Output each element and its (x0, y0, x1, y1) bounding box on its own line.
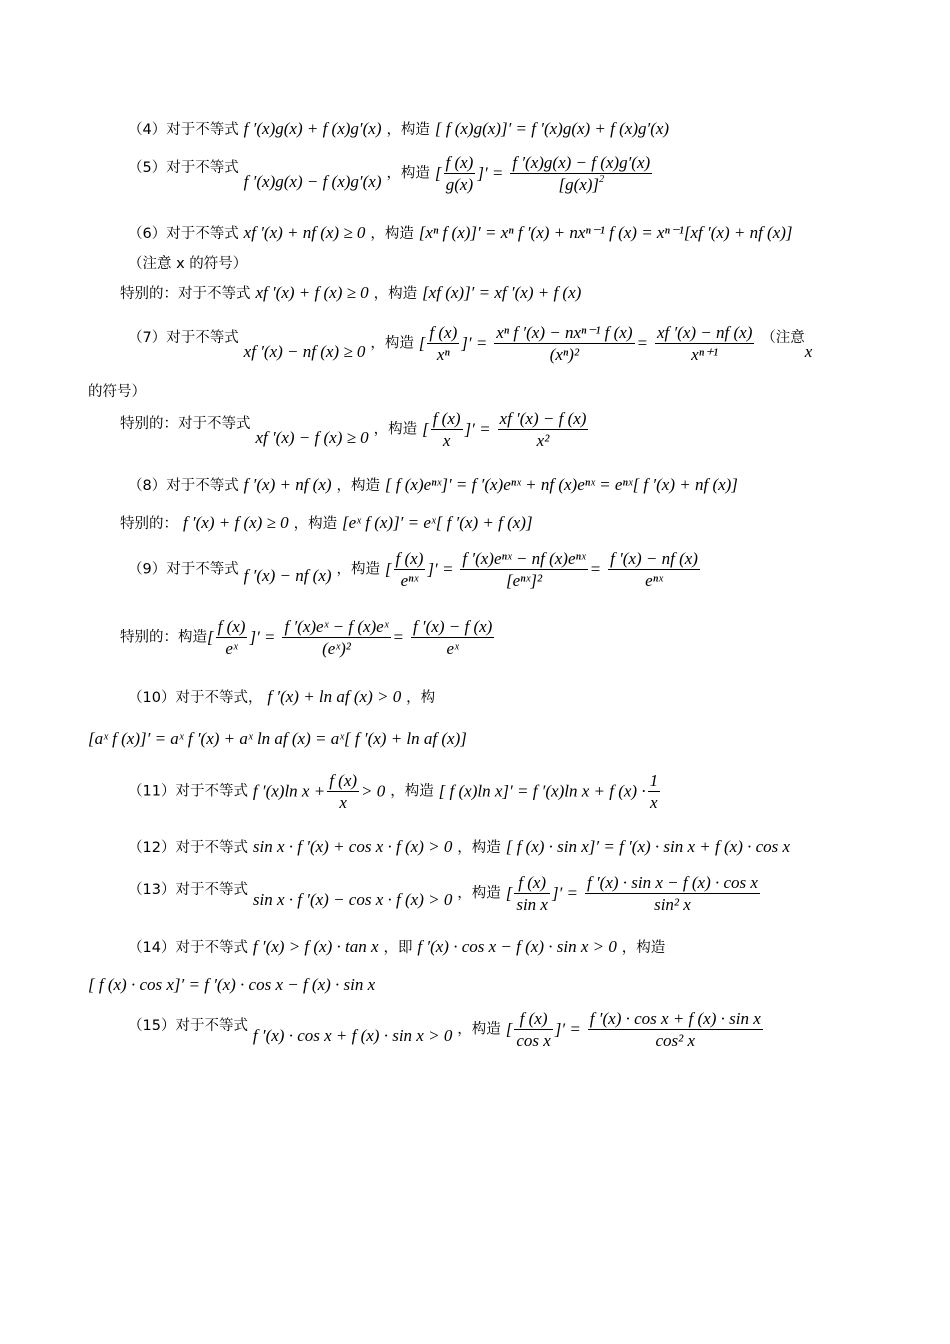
denominator: x² (536, 431, 550, 450)
construction: [xf (x)]′ = xf ′(x) + f (x) (422, 283, 582, 302)
item-9-special (120, 616, 496, 659)
bracket: [ (384, 559, 392, 579)
denominator: cos² x (655, 1031, 696, 1050)
note: 的符号） (88, 384, 146, 400)
inequality-equivalent: f ′(x) · cos x − f (x) · sin x > 0 (417, 937, 617, 956)
construction: [eˣ f (x)]′ = eˣ[ f ′(x) + f (x)] (342, 513, 533, 532)
construction: [ f (x)ln x]′ = f ′(x)ln x + f (x) · (438, 781, 646, 801)
equals: = (589, 559, 602, 579)
item-14-construction (88, 974, 375, 996)
inequality: xf ′(x) + f (x) ≥ 0 (255, 283, 369, 302)
denominator: $[g(x)]^2$ (558, 174, 605, 194)
denominator: eˣ (225, 639, 238, 658)
numerator: xⁿ f ′(x) − nxⁿ⁻¹ f (x) (496, 323, 633, 342)
item-label: （8）对于不等式 (128, 478, 239, 494)
fraction (282, 616, 390, 659)
note: （注意 x 的符号） (128, 256, 248, 272)
numerator: f ′(x)eˣ − f (x)eˣ (284, 617, 389, 636)
item-label: （6）对于不等式 (128, 226, 239, 242)
equals: ]′ = (427, 559, 454, 579)
numerator: f (x) (429, 323, 458, 342)
denominator: x (339, 793, 347, 812)
fraction (655, 322, 754, 365)
numerator: f (x) (514, 872, 550, 894)
connector: ，构造 (336, 478, 380, 494)
item-label: （14）对于不等式 (128, 940, 248, 956)
denominator: eˣ (446, 639, 459, 658)
special-label: 特别的：对于不等式 (120, 415, 251, 432)
numerator: f (x) (445, 153, 474, 172)
bracket: [ (418, 333, 426, 353)
fraction (514, 1008, 552, 1051)
denominator: xⁿ (436, 345, 450, 364)
inequality: f ′(x) + ln af (x) > 0 (267, 687, 402, 706)
connector: ，构造 (293, 516, 338, 532)
item-label: （4）对于不等式 (128, 122, 239, 138)
numerator: f ′(x) − f (x) (412, 617, 493, 636)
denominator: sin x (516, 895, 548, 914)
connector: ，构造 (373, 286, 418, 302)
inequality: f ′(x) + nf (x) (243, 475, 332, 494)
item-7 (128, 322, 812, 365)
item-7-special (120, 408, 590, 451)
special-label: 特别的：对于不等式 (120, 286, 251, 302)
item-label: （5）对于不等式 (128, 159, 239, 176)
item-9 (128, 548, 702, 591)
fraction (494, 322, 634, 365)
fraction (460, 548, 587, 591)
item-8-special (120, 512, 533, 535)
equals: ]′ = (464, 419, 491, 439)
construction: [xⁿ f (x)]′ = xⁿ f ′(x) + nxⁿ⁻¹ f (x) = xⁿ⁻¹[xf ′(x) + nf (x)] (418, 223, 793, 242)
construction: [ f (x) · sin x]′ = f ′(x) · sin x + f (x) · cos x (505, 837, 791, 856)
numerator: f ′(x) · sin x − f (x) · cos x (586, 873, 758, 892)
bracket: [ (422, 419, 429, 439)
bracket: [ (434, 163, 442, 183)
connector: ，构造 (390, 783, 434, 800)
item-10 (128, 686, 435, 709)
denominator: eⁿˣ (400, 571, 419, 590)
equals: ]′ = (477, 163, 504, 183)
inequality: f ′(x) + f (x) ≥ 0 (182, 513, 289, 532)
numerator: f ′(x)eⁿˣ − nf (x)eⁿˣ (462, 549, 586, 568)
item-6-special (120, 282, 581, 305)
connector: ，构造 (370, 226, 414, 242)
inequality: xf ′(x) − f (x) ≥ 0 (255, 427, 369, 447)
equals: ]′ = (461, 333, 488, 353)
fraction (327, 770, 359, 813)
variable: x (804, 341, 813, 361)
denominator: cos x (516, 1031, 551, 1050)
note: （注意 (761, 329, 805, 346)
construction: [aˣ f (x)]′ = aˣ f ′(x) + aˣ ln af (x) = aˣ[ f ′(x) + ln af (x)] (88, 729, 467, 748)
item-label: （15）对于不等式 (128, 1017, 248, 1034)
fraction (444, 152, 476, 195)
fraction (510, 152, 652, 195)
fraction (431, 408, 463, 451)
item-8 (128, 474, 738, 497)
item-6 (128, 222, 793, 245)
equals: ]′ = (551, 883, 579, 903)
inequality-part: f ′(x)ln x + (252, 781, 326, 801)
item-label: （9）对于不等式 (128, 561, 239, 578)
fraction (514, 872, 550, 915)
item-7-note (88, 380, 146, 403)
item-5 (128, 152, 654, 195)
connector: ，构造 (621, 940, 666, 956)
fraction (427, 322, 459, 365)
item-10-construction (88, 728, 467, 750)
item-11 (128, 770, 662, 813)
item-label: （13）对于不等式 (128, 881, 248, 898)
item-label: （10）对于不等式， (128, 690, 263, 706)
equals: ]′ = (554, 1019, 581, 1039)
connector: ，构造 (386, 122, 430, 138)
fraction (411, 616, 494, 659)
connector: ，构造 (386, 165, 430, 182)
inequality: f ′(x) − nf (x) (243, 565, 332, 585)
item-6-note (128, 252, 247, 275)
item-label: （12）对于不等式 (128, 840, 248, 856)
denominator: x (650, 793, 658, 812)
connector: ，即 (383, 940, 413, 956)
inequality: f ′(x)g(x) − f (x)g′(x) (243, 171, 382, 191)
denominator: g(x) (445, 175, 474, 194)
item-15 (128, 1008, 765, 1051)
inequality: f ′(x) > f (x) · tan x (252, 937, 379, 956)
numerator: f (x) (217, 617, 246, 636)
connector: ，构 (406, 690, 436, 706)
construction: [ f (x) · cos x]′ = f ′(x) · cos x − f (x) · sin x (88, 975, 376, 994)
inequality: xf ′(x) + nf (x) ≥ 0 (243, 223, 366, 242)
numerator: f ′(x)g(x) − f (x)g′(x) (512, 153, 651, 172)
numerator: f ′(x) · cos x + f (x) · sin x (589, 1009, 761, 1028)
connector: ，构造 (457, 885, 501, 902)
item-13 (128, 872, 762, 915)
equals: = (636, 333, 648, 353)
denominator: x (442, 431, 451, 450)
inequality: f ′(x) · cos x + f (x) · sin x > 0 (252, 1025, 453, 1045)
fraction (216, 616, 248, 659)
fraction (608, 548, 700, 591)
fraction (498, 408, 589, 451)
denominator: (eˣ)² (322, 639, 351, 658)
fraction (588, 1008, 763, 1051)
construction: [ f (x)g(x)]′ = f ′(x)g(x) + f (x)g′(x) (434, 119, 670, 138)
construction: [ f (x)eⁿˣ]′ = f ′(x)eⁿˣ + nf (x)eⁿˣ = eⁿˣ[ f ′(x) + nf (x)] (384, 475, 738, 494)
equals: ]′ = (249, 627, 276, 647)
item-4 (128, 118, 669, 141)
connector: ，构造 (336, 561, 380, 578)
item-label: （7）对于不等式 (128, 329, 239, 346)
numerator: xf ′(x) − f (x) (499, 409, 587, 428)
inequality: sin x · f ′(x) + cos x · f (x) > 0 (252, 837, 453, 856)
inequality: xf ′(x) − nf (x) ≥ 0 (243, 341, 366, 361)
item-12 (128, 836, 790, 859)
connector: ，构造 (457, 1021, 501, 1038)
numerator: f ′(x) − nf (x) (610, 549, 698, 568)
special-label: 特别的： (120, 516, 178, 532)
numerator: f (x) (432, 409, 461, 428)
bracket: [ (505, 1019, 513, 1039)
denominator: eⁿˣ (645, 571, 663, 590)
fraction (585, 872, 760, 915)
special-label: 特别的：构造 (120, 629, 207, 646)
bracket: [ (505, 883, 513, 903)
numerator: f (x) (395, 549, 424, 568)
item-14 (128, 936, 665, 959)
bracket: [ (207, 627, 214, 647)
numerator: 1 (649, 771, 659, 790)
inequality: sin x · f ′(x) − cos x · f (x) > 0 (252, 889, 453, 909)
connector: ，构造 (373, 421, 418, 438)
denominator: [eⁿˣ]² (506, 571, 543, 590)
inequality: f ′(x)g(x) + f (x)g′(x) (243, 119, 382, 138)
item-label: （11）对于不等式 (128, 783, 248, 800)
denominator: xⁿ⁺¹ (691, 345, 719, 364)
numerator: xf ′(x) − nf (x) (656, 323, 753, 342)
denominator: (xⁿ)² (549, 345, 580, 364)
connector: ，构造 (370, 335, 414, 352)
equals: = (392, 627, 405, 647)
fraction (394, 548, 426, 591)
inequality-part: > 0 (361, 781, 386, 801)
connector: ，构造 (457, 840, 501, 856)
numerator: f (x) (329, 771, 358, 790)
numerator: f (x) (514, 1008, 552, 1030)
fraction (648, 770, 661, 813)
denominator: sin² x (654, 895, 691, 914)
